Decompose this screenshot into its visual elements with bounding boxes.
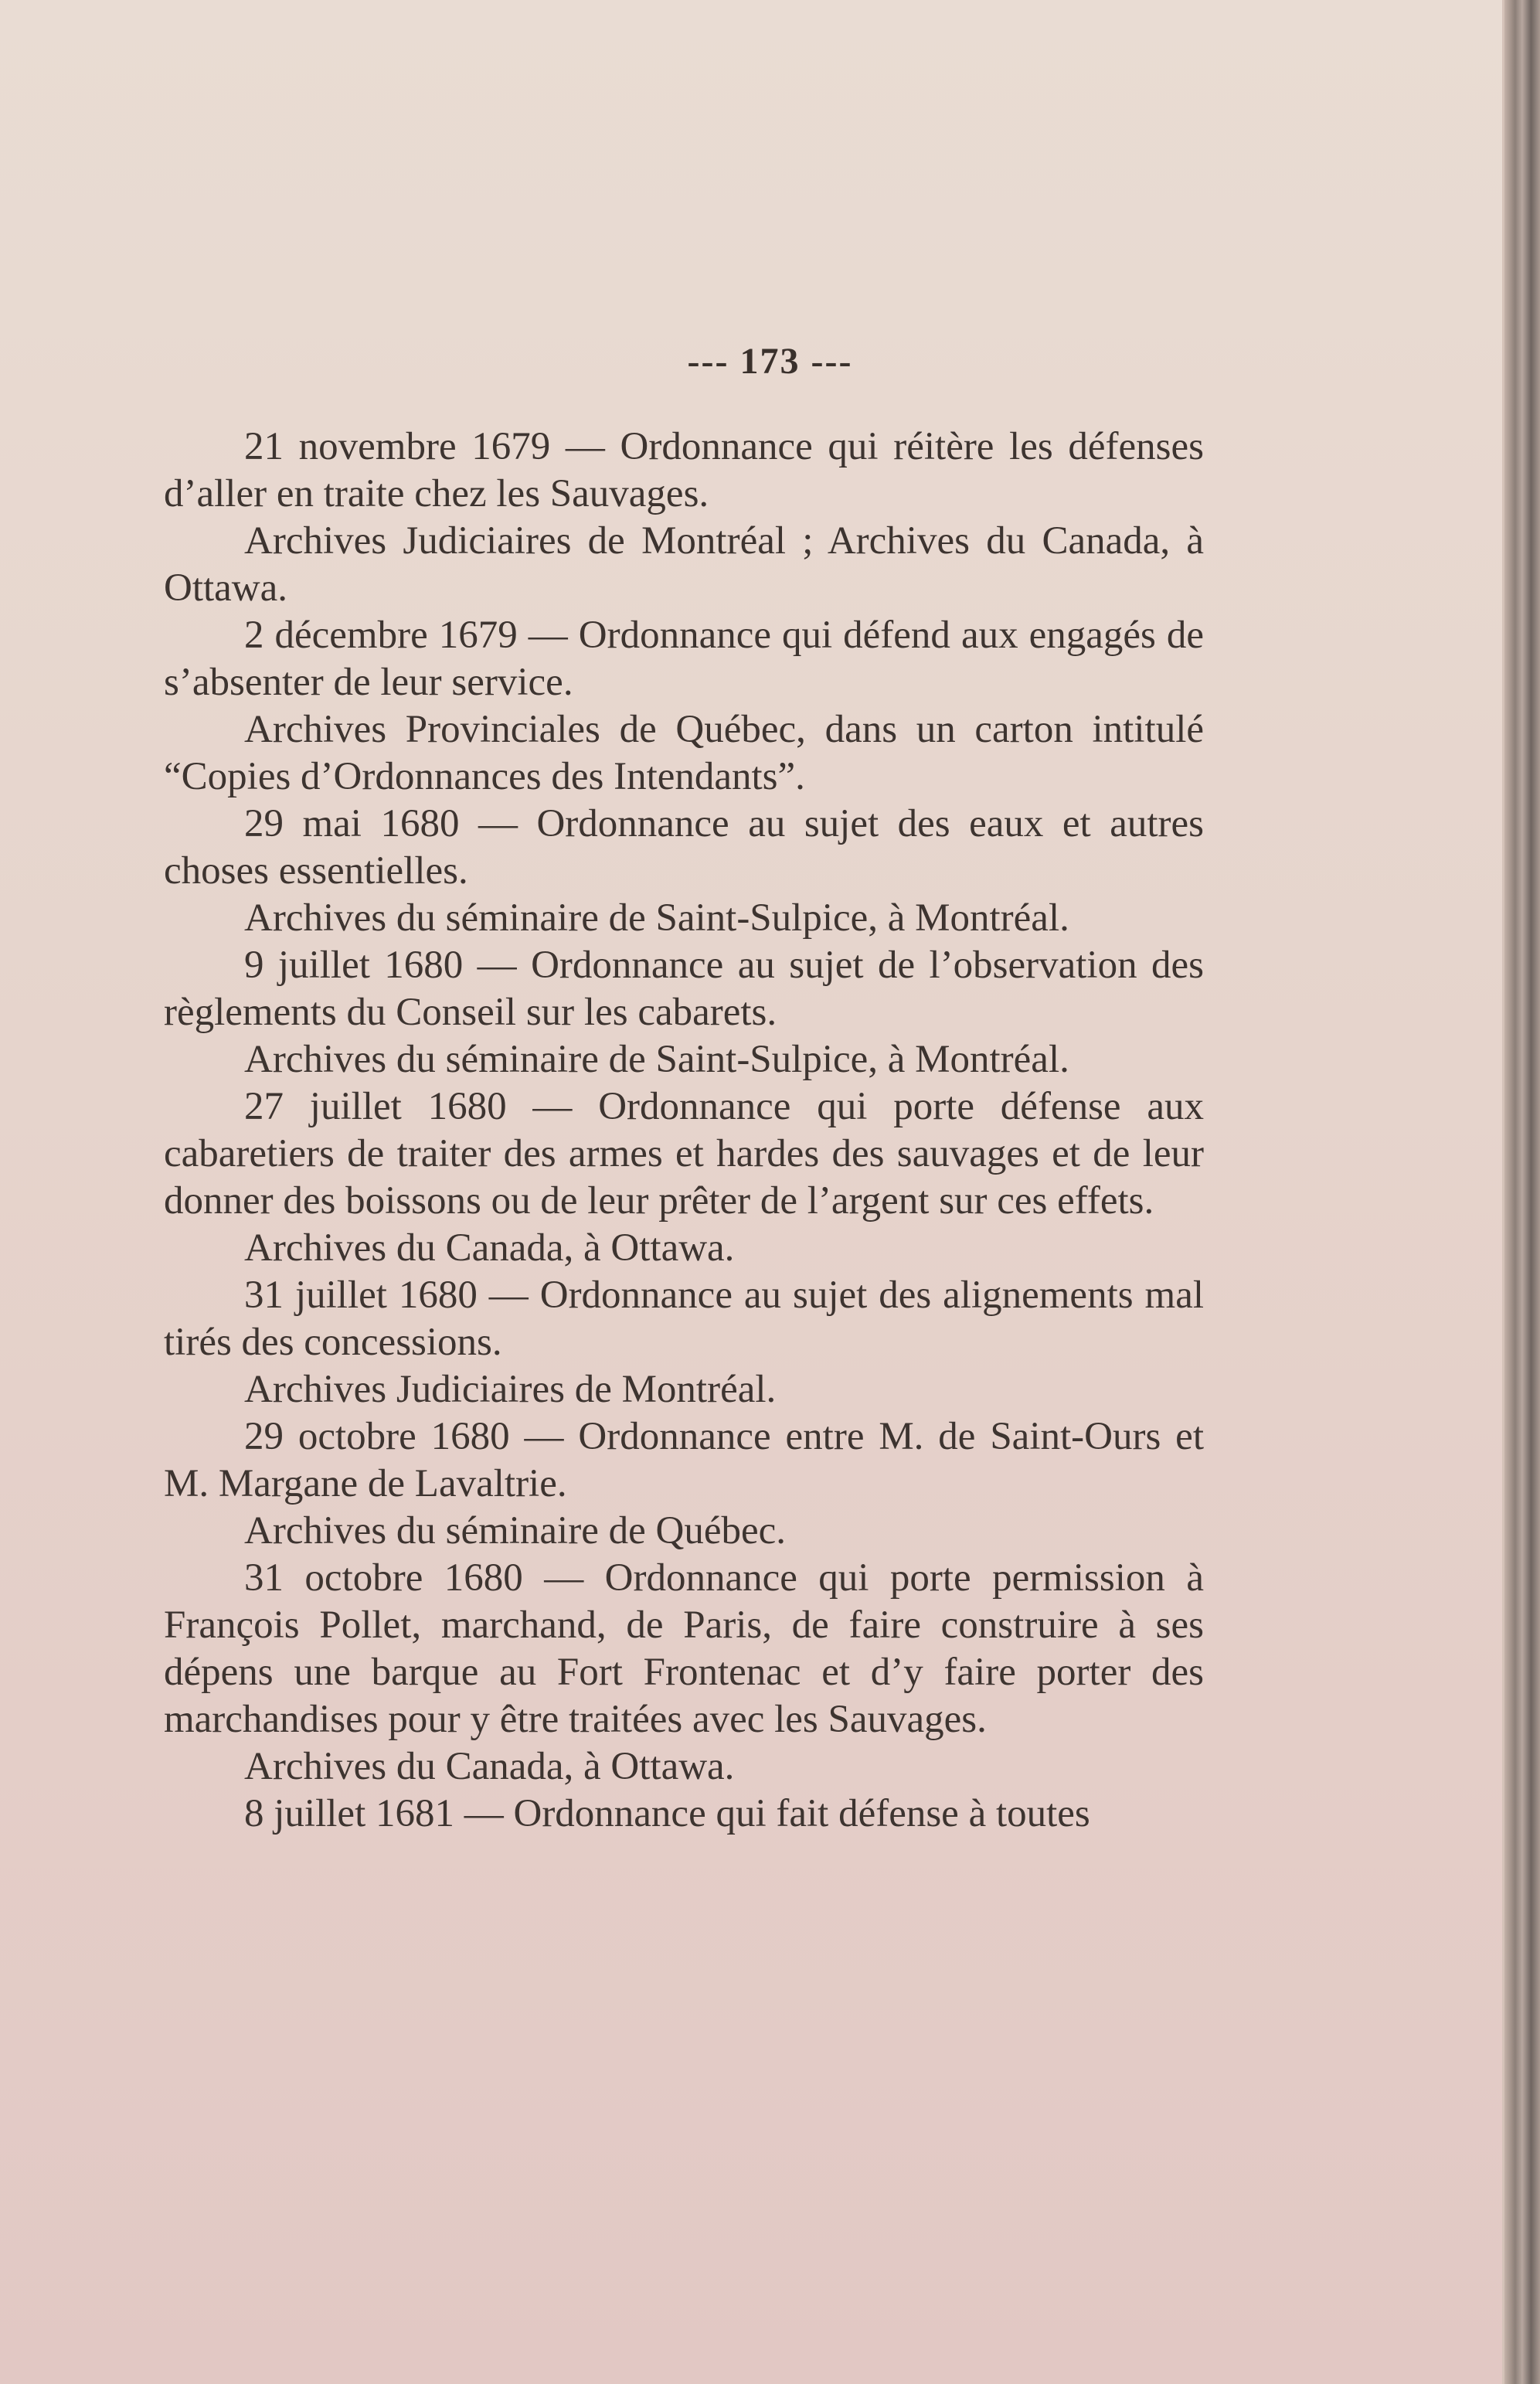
paragraph-ordonnance-1680-07-27: 27 juillet 1680 — Ordonnance qui porte défense aux cabaretiers de traiter des armes et hardes des sauvages et de leur donner des boissons ou de leur prêter de l’argent sur ces effets. bbox=[164, 1085, 1204, 1223]
paragraph-ordonnance-1680-10-31: 31 octobre 1680 — Ordonnance qui porte permission à François Pollet, marchand, de Paris, de faire construire à ses dépens une barque au Fort Frontenac et d’y faire porter des marchandises pour y être traitées avec les Sauvages. bbox=[164, 1556, 1204, 1741]
paragraph-archive-source: Archives du séminaire de Saint-Sulpice, à Montréal. bbox=[244, 896, 1069, 940]
paragraph-archive-source: Archives du Canada, à Ottawa. bbox=[244, 1745, 735, 1788]
paragraph-ordonnance-1679-11-21: 21 novembre 1679 — Ordonnance qui réitère les défenses d’aller en traite chez les Sauvages. bbox=[164, 425, 1204, 515]
paragraph-archive-source: Archives du séminaire de Québec. bbox=[244, 1509, 786, 1552]
page-text-block bbox=[164, 423, 1204, 1838]
paragraph-ordonnance-1679-12-02: 2 décembre 1679 — Ordonnance qui défend aux engagés de s’absenter de leur service. bbox=[164, 614, 1204, 704]
paragraph-archive-source: Archives Judiciaires de Montréal. bbox=[244, 1368, 777, 1411]
paragraph-archive-source: Archives du séminaire de Saint-Sulpice, à Montréal. bbox=[244, 1038, 1069, 1081]
paragraph-archive-source: Archives Judiciaires de Montréal ; Archives du Canada, à Ottawa. bbox=[164, 519, 1204, 610]
paragraph-ordonnance-1680-07-09: 9 juillet 1680 — Ordonnance au sujet de l’observation des règlements du Conseil sur les cabarets. bbox=[164, 944, 1204, 1034]
paragraph-ordonnance-1681-07-08: 8 juillet 1681 — Ordonnance qui fait défense à toutes bbox=[244, 1792, 1090, 1835]
paragraph-ordonnance-1680-05-29: 29 mai 1680 — Ordonnance au sujet des eaux et autres choses essentielles. bbox=[164, 802, 1204, 893]
paragraph-ordonnance-1680-10-29: 29 octobre 1680 — Ordonnance entre M. de Saint-Ours et M. Margane de Lavaltrie. bbox=[164, 1415, 1204, 1505]
paragraph-archive-source: Archives du Canada, à Ottawa. bbox=[244, 1226, 735, 1270]
page-number: --- 173 --- bbox=[687, 341, 853, 382]
paragraph-archive-source: Archives Provinciales de Québec, dans un carton intitulé “Copies d’Ordonnances des Intendants”. bbox=[164, 708, 1204, 798]
paragraph-ordonnance-1680-07-31: 31 juillet 1680 — Ordonnance au sujet des alignements mal tirés des concessions. bbox=[164, 1274, 1204, 1364]
